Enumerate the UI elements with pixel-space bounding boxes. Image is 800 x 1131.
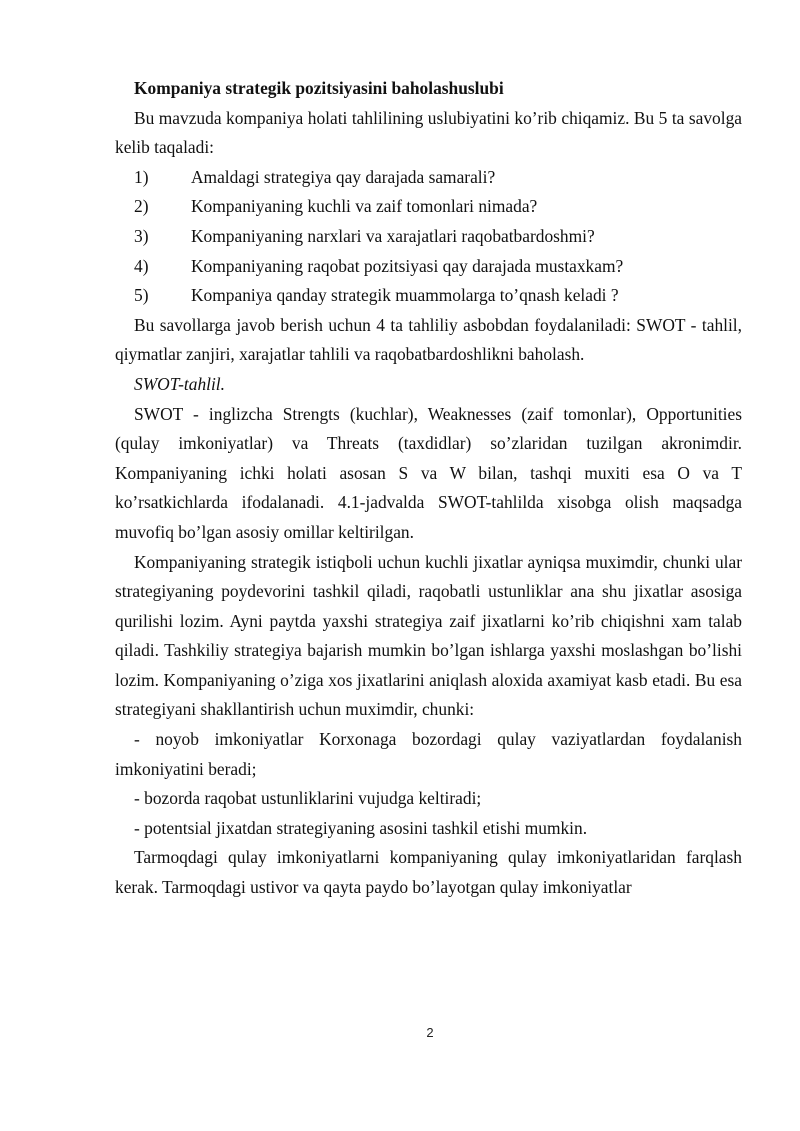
bullet-item: - potentsial jixatdan strategiyaning asosini tashkil etishi mumkin.	[134, 817, 588, 838]
bullet-item: - noyob imkoniyatlar Korxonaga bozordagi qulay vaziyatlardan foydalanish imkoniyatini beradi;	[115, 729, 742, 779]
question-item	[115, 222, 742, 252]
question-number: 4)	[134, 255, 149, 276]
question-number: 2)	[134, 196, 149, 217]
question-item	[115, 163, 742, 193]
document-page	[115, 74, 742, 903]
intro-paragraph: Bu mavzuda kompaniya holati tahlilining uslubiyatini ko’rib chiqamiz. Bu 5 ta savolga kelib taqaladi:	[115, 107, 742, 158]
tools-paragraph: Bu savollarga javob berish uchun 4 ta tahliliy asbobdan foydalaniladi: SWOT - tahlil, qiymatlar zanjiri, xarajatlar tahlili va raqobatbardoshlikni baholash.	[115, 314, 742, 365]
question-item	[115, 252, 742, 282]
question-number: 3)	[134, 225, 149, 246]
bullet-item: - bozorda raqobat ustunliklarini vujudga keltiradi;	[134, 788, 482, 809]
question-item	[115, 192, 742, 222]
question-text: Amaldagi strategiya qay darajada samarali?	[191, 166, 496, 187]
question-item	[115, 281, 742, 311]
question-text: Kompaniyaning raqobat pozitsiyasi qay darajada mustaxkam?	[191, 255, 624, 276]
closing-paragraph: Tarmoqdagi qulay imkoniyatlarni kompaniyaning qulay imkoniyatlaridan farqlash kerak. Tarmoqdagi ustivor va qayta paydo bo’layotgan qulay imkoniyatlar	[115, 847, 742, 898]
section-heading: Kompaniya strategik pozitsiyasini baholashuslubi	[134, 78, 504, 98]
strengths-paragraph: Kompaniyaning strategik istiqboli uchun kuchli jixatlar ayniqsa muximdir, chunki ular strategiyaning poydevorini tashkil qiladi, raqobatli ustunliklar ana shu jixatlar asosiga qurilishi lozim. Ayni paytda yaxshi strategiya zaif jixatlarni ko’rib chiqishni xam talab qiladi. Tashkiliy strategiya bajarish mumkin bo’lgan ishlarga yaxshi moslashgan bo’lishi lozim. Kompaniyaning o’ziga xos jixatlarini aniqlash aloxida axamiyat kasb etadi. Bu esa strategiyani shakllantirish uchun muximdir, chunki:	[115, 551, 742, 720]
question-number: 1)	[134, 166, 149, 187]
swot-paragraph: SWOT - inglizcha Strengts (kuchlar), Weaknesses (zaif tomonlar), Opportunities (qulay imkoniyatlar) va Threats (taxdidlar) so’zlaridan tuzilgan akronimdir. Kompaniyaning ichki holati asosan S va W bilan, tashqi muxiti esa O va T ko’rsatkichlarda ifodalanadi. 4.1-jadvalda SWOT-tahlilda xisobga olish maqsadga muvofiq bo’lgan asosiy omillar keltirilgan.	[115, 403, 742, 542]
page-number: 2	[426, 1025, 434, 1040]
swot-heading: SWOT-tahlil.	[134, 373, 225, 394]
question-text: Kompaniya qanday strategik muammolarga to’qnash keladi ?	[191, 285, 619, 306]
question-text: Kompaniyaning narxlari va xarajatlari raqobatbardoshmi?	[191, 225, 595, 246]
question-text: Kompaniyaning kuchli va zaif tomonlari nimada?	[191, 196, 538, 217]
question-number: 5)	[134, 285, 149, 306]
